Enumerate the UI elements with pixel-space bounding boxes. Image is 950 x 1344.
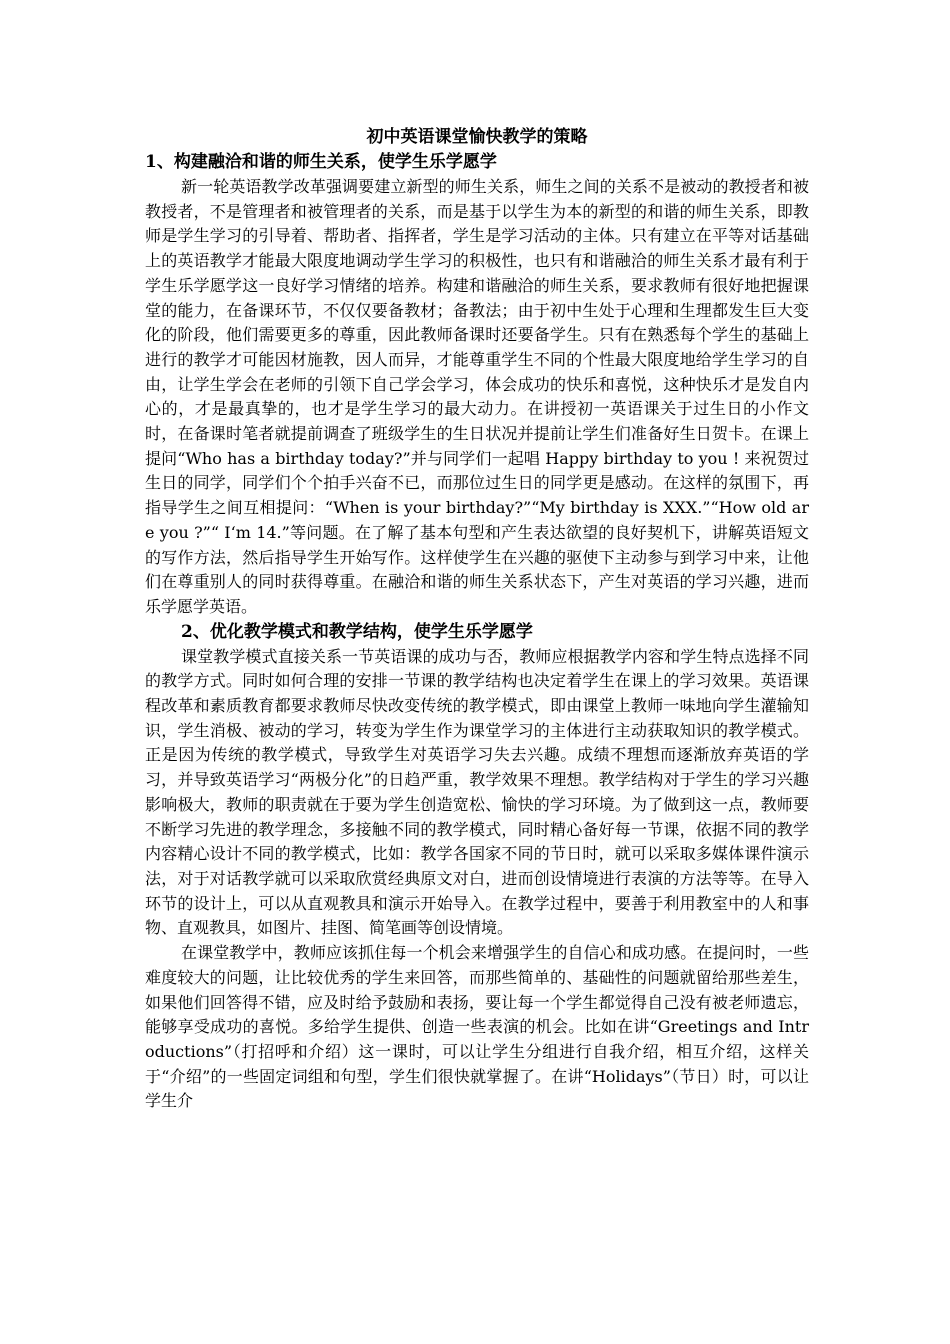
document-title: 初中英语课堂愉快教学的策略: [366, 127, 588, 147]
section-2-paragraph-2: 在课堂教学中，教师应该抓住每一个机会来增强学生的自信心和成功感。在提问时，一些难度较大的问题，让比较优秀的学生来回答，而那些简单的、基础性的问题就留给那些差生，如果他们回答得不错，应及时给予鼓励和表扬，要让每一个学生都觉得自己没有被老师遗忘，能够享受成功的喜悦。多给学生提供、创造一些表演的机会。比如在讲“Greetings and Introductions”（打招呼和介绍）这一课时，可以让学生分组进行自我介绍，相互介绍，这样关于“介绍”的一些固定词组和句型，学生们很快就掌握了。在讲“Holidays”（节日）时，可以让学生介: [145, 943, 809, 1111]
section-heading-2: 2、优化教学模式和教学结构，使学生乐学愿学: [181, 621, 533, 642]
section-1-paragraph-1: 新一轮英语教学改革强调要建立新型的师生关系，师生之间的关系不是被动的教授者和被教授者，不是管理者和被管理者的关系，而是基于以学生为本的新型的和谐的师生关系，即教师是学生学习的引导着、帮助者、指挥者，学生是学习活动的主体。只有建立在平等对话基础上的英语教学才能最大限度地调动学生学习的积极性，也只有和谐融洽的师生关系才最有利于学生乐学愿学这一良好学习情绪的培养。构建和谐融洽的师生关系，要求教师有很好地把握课堂的能力，在备课环节，不仅仅要备教材；备教法；由于初中生处于心理和生理都发生巨大变化的阶段，他们需要更多的尊重，因此教师备课时还要备学生。只有在熟悉每个学生的基础上进行的教学才可能因材施教，因人而异，才能尊重学生不同的个性最大限度地给学生学习的自由，让学生学会在老师的引领下自己学会学习，体会成功的快乐和喜悦，这种快乐才是发自内心的，才是最真挚的，也才是学生学习的最大动力。在讲授初一英语课关于过生日的小作文时，在备课时笔者就提前调查了班级学生的生日状况并提前让学生们准备好生日贺卡。在课上提问“Who has a birthday today?”并与同学们一起唱 Happy birthday to you ! 来祝贺过生日的同学，同学们个个拍手兴奋不已，而那位过生日的同学更是感动。在这样的氛围下，再指导学生之间互相提问：“When is your birthday?”“My birthday is XXX.”“How old are you ?”“ I‘m 14.”等问题。在了解了基本句型和产生表达欲望的良好契机下，讲解英语短文的写作方法，然后指导学生开始写作。这样使学生在兴趣的驱使下主动参与到学习中来，让他们在尊重别人的同时获得尊重。在融洽和谐的师生关系状态下，产生对英语的学习兴趣，进而乐学愿学英语。: [145, 177, 809, 616]
section-heading-1: 1、构建融洽和谐的师生关系，使学生乐学愿学: [145, 152, 497, 172]
document-page: [145, 124, 809, 1114]
section-2-paragraph-1: 课堂教学模式直接关系一节英语课的成功与否，教师应根据教学内容和学生特点选择不同的教学方式。同时如何合理的安排一节课的教学结构也决定着学生在课上的学习效果。英语课程改革和素质教育都要求教师尽快改变传统的教学模式，即由课堂上教师一味地向学生灌输知识，学生消极、被动的学习，转变为学生作为课堂学习的主体进行主动获取知识的教学模式。正是因为传统的教学模式，导致学生对英语学习失去兴趣。成绩不理想而逐渐放弃英语的学习，并导致英语学习“两极分化”的日趋严重，教学效果不理想。教学结构对于学生的学习兴趣影响极大，教师的职责就在于要为学生创造宽松、愉快的学习环境。为了做到这一点，教师要不断学习先进的教学理念，多接触不同的教学模式，同时精心备好每一节课，依据不同的教学内容精心设计不同的教学模式，比如：教学各国家不同的节日时，就可以采取多媒体课件演示法，对于对话教学就可以采取欣赏经典原文对白，进而创设情境进行表演的方法等等。在导入环节的设计上，可以从直观教具和演示开始导入。在教学过程中，要善于利用教室中的人和事物、直观教具，如图片、挂图、简笔画等创设情境。: [145, 646, 809, 938]
